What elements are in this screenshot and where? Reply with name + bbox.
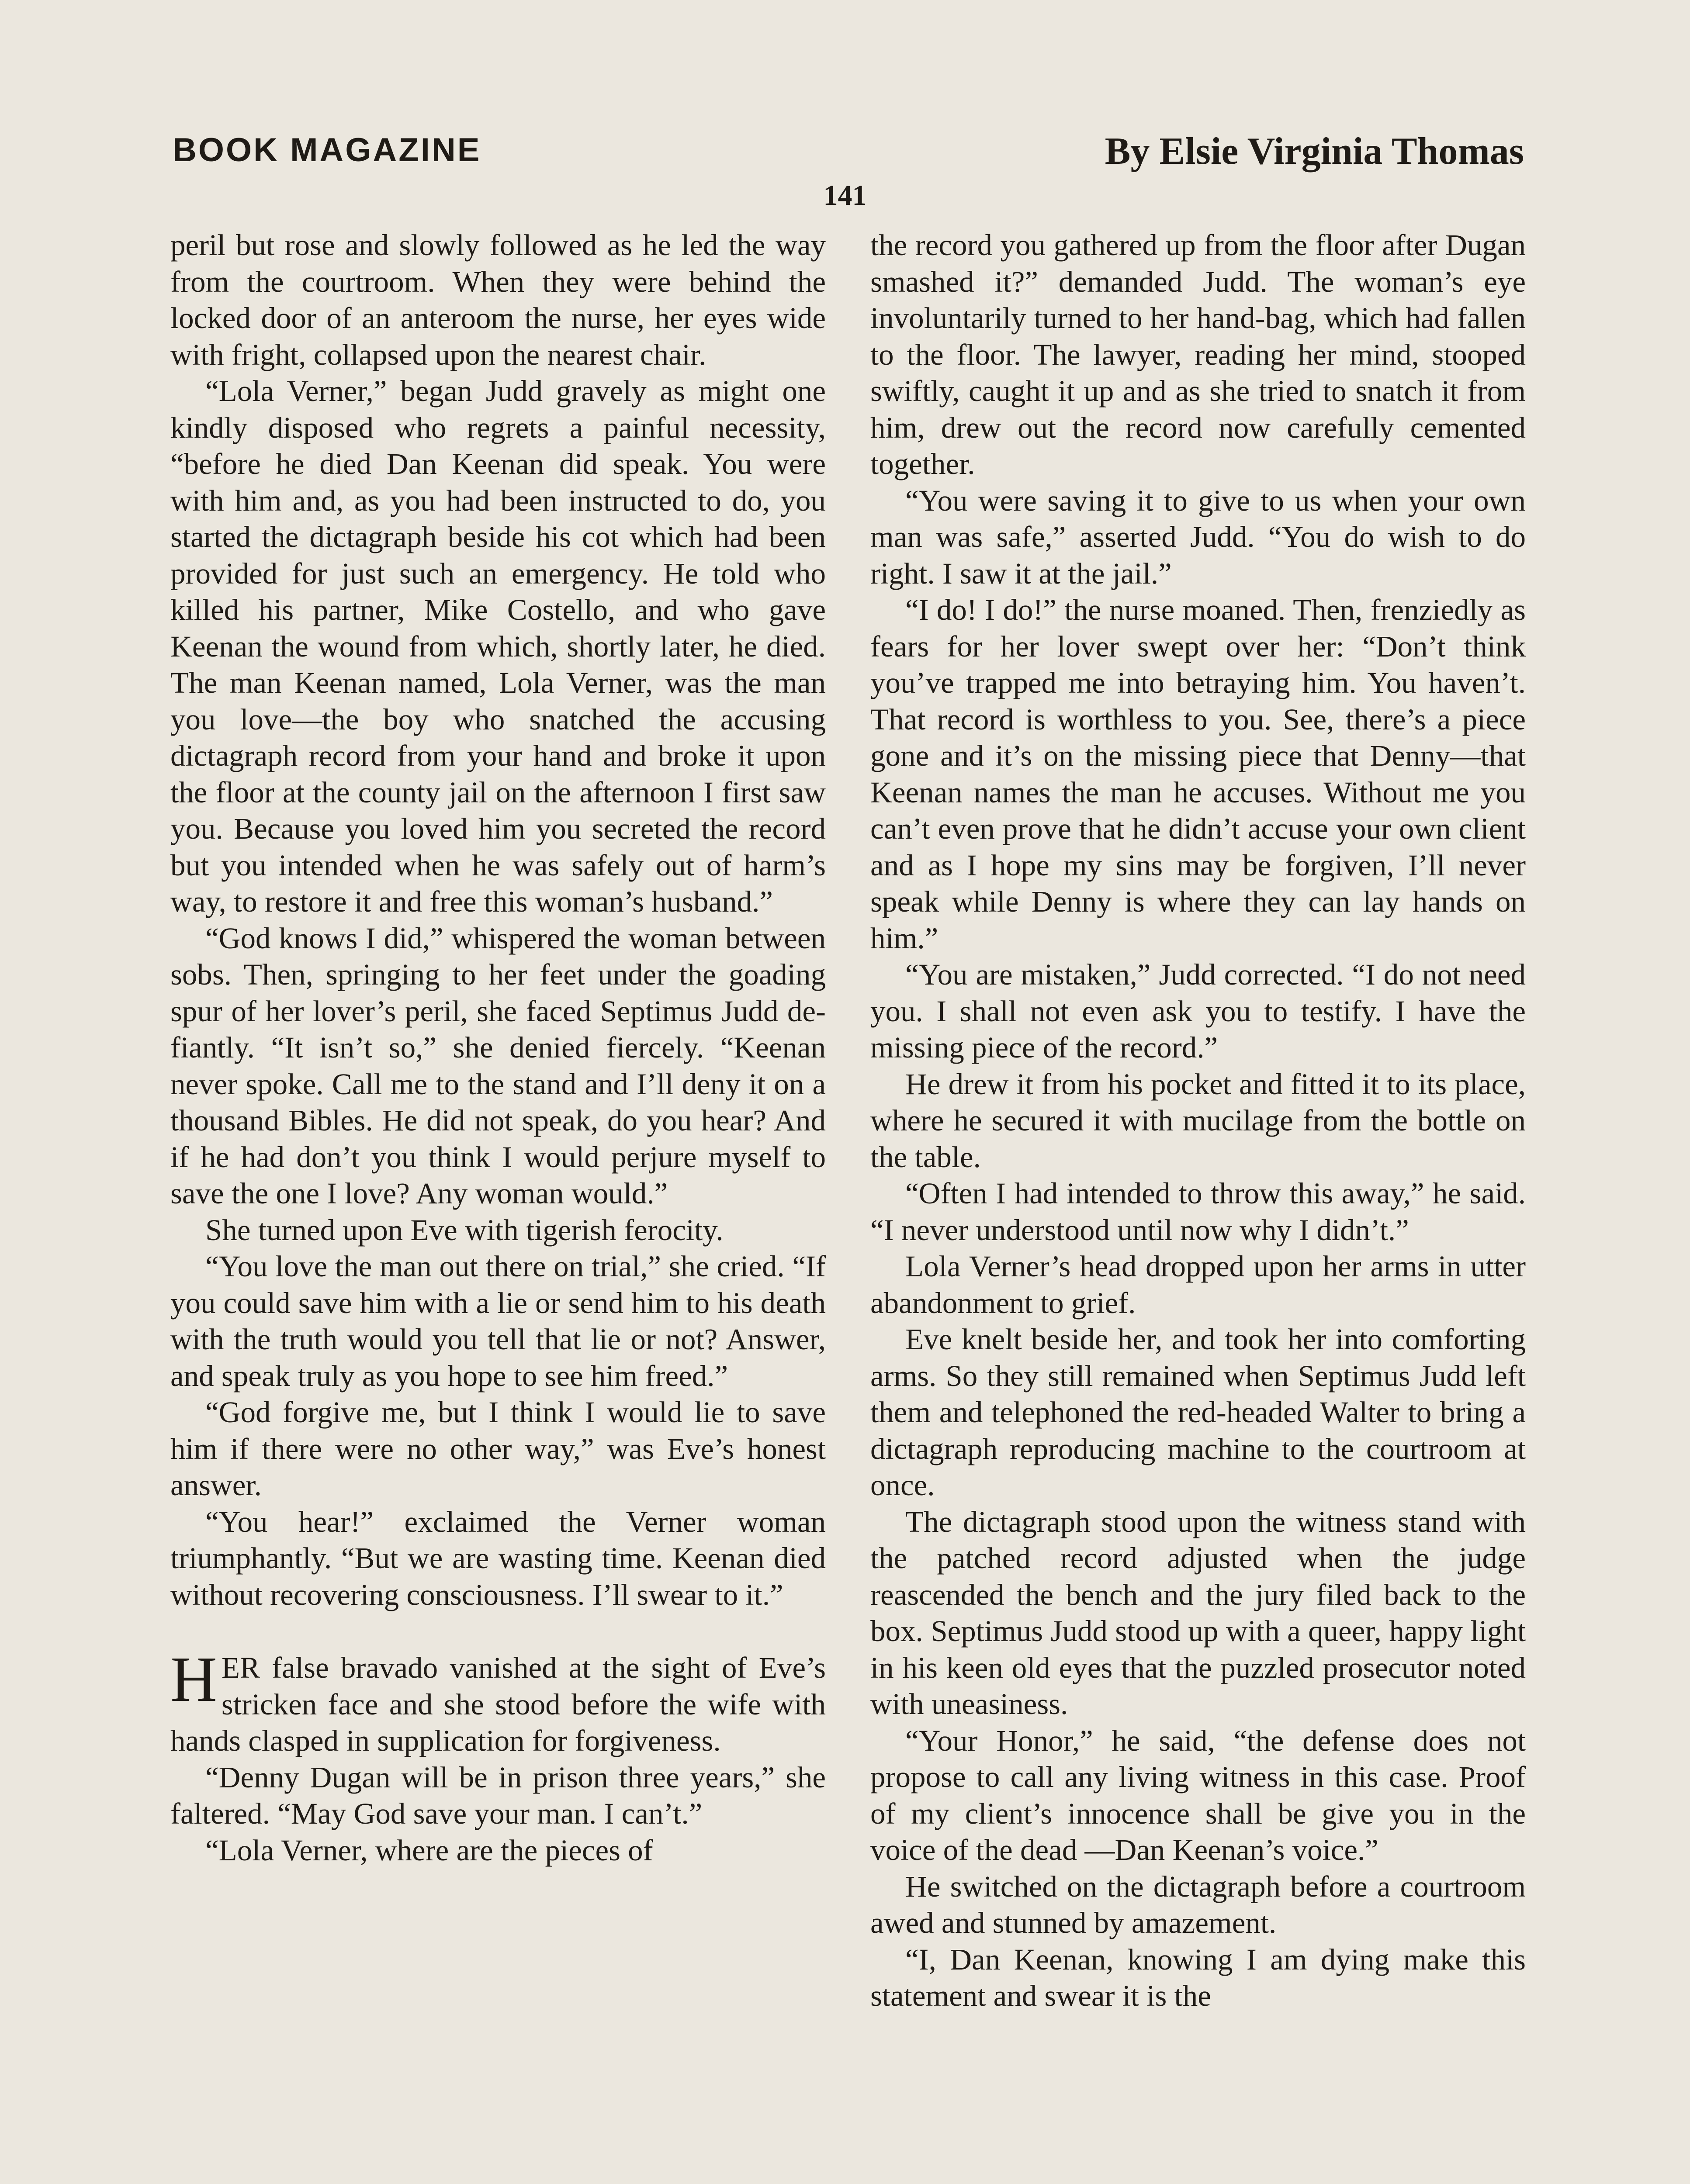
paragraph: The dictagraph stood upon the witness stand with the patched record adjusted when the judge reascended the bench and the jury filed back to the box. Septimus Judd stood up with a queer, happy light in his keen old eyes that the puzzled prosecutor noted with uneasiness. (870, 1505, 1526, 1721)
paragraph: “Lola Verner, where are the pieces of (205, 1833, 653, 1867)
paragraph: “You hear!” exclaimed the Verner woman triumphantly. “But we are wasting time. Keenan died without recovering consciousness. I’ll swear to it.” (170, 1505, 826, 1611)
paragraph: “God forgive me, but I think I would lie to save him if there were no other way,” was Eve’s honest answer. (170, 1396, 826, 1502)
drop-cap: H (170, 1644, 217, 1715)
paragraph: Eve knelt beside her, and took her into comforting arms. So they still remained when Septimus Judd left them and telephoned the red-headed Walter to bring a dictagraph reproducing machine to the courtroom at once. (870, 1323, 1526, 1502)
paragraph: “Your Honor,” he said, “the defense does not propose to call any living witness in this case. Proof of my client’s innocence shall be give you in the voice of the dead —Dan Keenan’s voice.” (870, 1724, 1526, 1866)
paragraph: He switched on the dictagraph before a courtroom awed and stunned by amazement. (870, 1870, 1526, 1939)
text-column-left (170, 227, 826, 1869)
paragraph: “God knows I did,” whispered the woman between sobs. Then, springing to her feet under the goading spur of her lover’s peril, she faced Septimus Judd defiantly. “It isn’t so,” she denied fiercely. “Keenan never spoke. Call me to the stand and I’ll deny it on a thousand Bibles. He did not speak, do you hear? And if he had don’t you think I would perjure myself to save the one I love? Any woman would.” (170, 921, 826, 1210)
paragraph: She turned upon Eve with tigerish ferocity. (205, 1213, 724, 1247)
text-column-right (870, 227, 1526, 2015)
paragraph: peril but rose and slowly followed as he led the way from the courtroom. When they were behind the locked door of an anteroom the nurse, her eyes wide with fright, collapsed upon the nearest chair. (170, 228, 826, 371)
paragraph: He drew it from his pocket and fitted it to its place, where he secured it with mucilage from the bottle on the table. (870, 1067, 1526, 1174)
paragraph: the record you gathered up from the floor after Dugan smashed it?” demanded Judd. The woman’s eye involuntarily turned to her hand-bag, which had fallen to the floor. The lawyer, reading her mind, stooped swiftly, caught it up and as she tried to snatch it from him, drew out the record now carefully cemented together. (870, 228, 1526, 480)
paragraph-text: ER false bravado vanished at the sight of Eve’s stricken face and she stood before the wife with hands clasped in supplication for forgiveness. (170, 1651, 826, 1757)
paragraph: “I do! I do!” the nurse moaned. Then, frenziedly as fears for her lover swept over her: “Don’t think you’ve trapped me into betraying him. You haven’t. That record is worthless to you. See, there’s a piece gone and it’s on the missing piece that Denny—that Keenan names the man he accuses. Without me you can’t even prove that he didn’t accuse your own client and as I hope my sins may be forgiven, I’ll never speak while Denny is where they can lay hands on him.” (870, 593, 1526, 955)
paragraph: “Lola Verner,” began Judd gravely as might one kindly disposed who regrets a painful necessity, “before he died Dan Keenan did speak. You were with him and, as you had been instructed to do, you started the dictagraph beside his cot which had been provided for just such an emergency. He told who killed his partner, Mike Costello, and who gave Keenan the wound from which, shortly later, he died. The man Keenan named, Lola Verner, was the man you love—the boy who snatched the accusing dictagraph record from your hand and broke it upon the floor at the county jail on the afternoon I first saw you. Because you loved him you secreted the record but you intended when he was safely out of harm’s way, to restore it and free this woman’s husband.” (170, 374, 826, 918)
paragraph: “I, Dan Keenan, knowing I am dying make this statement and swear it is the (870, 1942, 1526, 2012)
paragraph: “You were saving it to give to us when your own man was safe,” asserted Judd. “You do wish to do right. I saw it at the jail.” (870, 484, 1526, 590)
author-byline: By Elsie Virginia Thomas (1105, 130, 1524, 173)
paragraph: “Often I had intended to throw this away,” he said. “I never understood until now why I didn’t.” (870, 1177, 1526, 1247)
paragraph: Lola Verner’s head dropped upon her arms in utter abandonment to grief. (870, 1250, 1526, 1320)
magazine-title: BOOK MAGAZINE (173, 131, 481, 169)
paragraph: “You are mistaken,” Judd corrected. “I do not need you. I shall not even ask you to testify. I have the missing piece of the record.” (870, 958, 1526, 1064)
paragraph: “You love the man out there on trial,” she cried. “If you could save him with a lie or send him to his death with the truth would you tell that lie or not? Answer, and speak truly as you hope to see him freed.” (170, 1250, 826, 1393)
paragraph-with-drop-cap (170, 1644, 826, 1759)
paragraph: “Denny Dugan will be in prison three years,” she faltered. “May God save your man. I can’t.” (170, 1760, 826, 1830)
page-number: 141 (823, 180, 867, 211)
